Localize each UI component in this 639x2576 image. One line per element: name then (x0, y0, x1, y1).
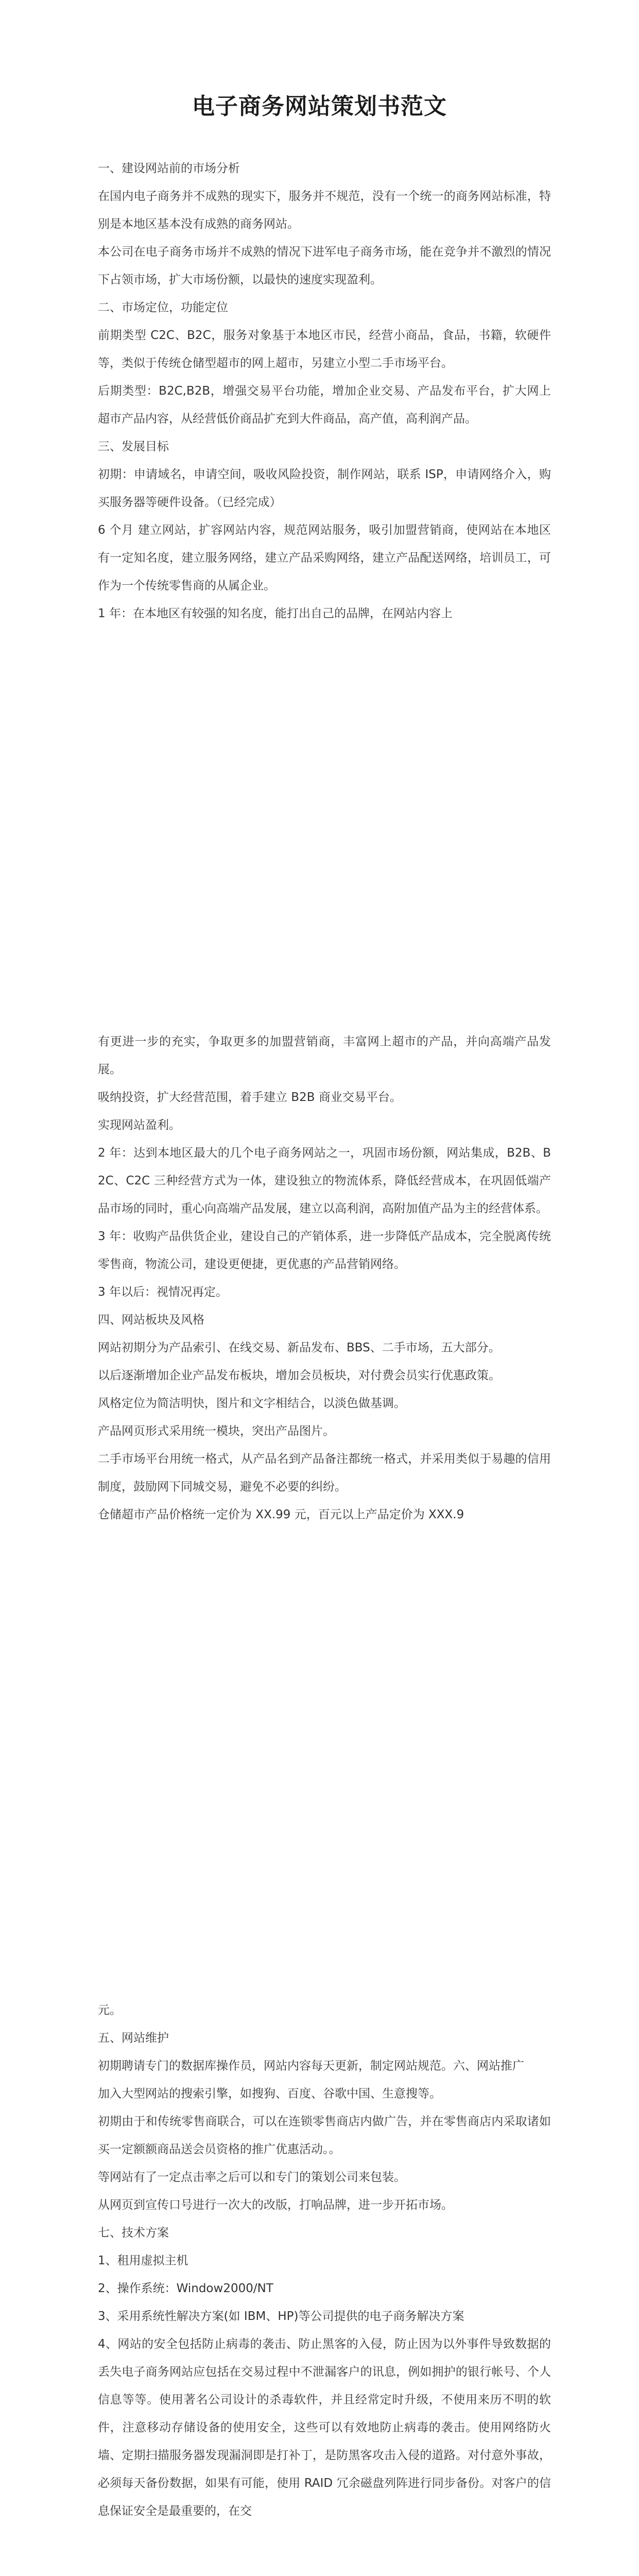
paragraph: 在国内电子商务并不成熟的现实下，服务并不规范，没有一个统一的商务网站标准，特别是本地区基本没有成熟的商务网站。 (98, 190, 551, 231)
list-item: 2、操作系统：Window2000/NT (98, 2282, 273, 2295)
heading-positioning: 二、市场定位，功能定位 (98, 301, 228, 314)
paragraph: 元。 (98, 2004, 122, 2017)
heading-market-analysis: 一、建设网站前的市场分析 (98, 162, 240, 175)
paragraph: 初期：申请域名，申请空间，吸收风险投资，制作网站，联系 ISP，申请网络介入，购买服务器等硬件设备。（已经完成） (98, 468, 551, 509)
content-section-1 (98, 155, 551, 628)
heading-goals: 三、发展目标 (98, 440, 169, 453)
heading-maintenance: 五、网站维护 (98, 2031, 169, 2045)
paragraph: 1 年：在本地区有较强的知名度，能打出自己的品牌，在网站内容上 (98, 607, 453, 620)
paragraph: 以后逐渐增加企业产品发布板块，增加会员板块，对付费会员实行优惠政策。 (98, 1369, 500, 1382)
content-section-2 (98, 1028, 551, 1529)
list-item: 4、网站的安全包括防止病毒的袭击、防止黑客的入侵，防止因为以外事件导致数据的丢失电子商务网站应包括在交易过程中不泄漏客户的讯息，例如拥护的银行帐号、个人信息等等。使用著名公司设计的杀毒软件，并且经常定时升级，不使用来历不明的软件，注意移动存储设备的使用安全，这些可以有效地防止病毒的袭击。使用网络防火墙、定期扫描服务器发现漏洞即是打补丁，是防黑客攻击入侵的道路。对付意外事故，必须每天备份数据，如果有可能，使用 RAID 冗余磁盘列阵进行同步备份。对客户的信息保证安全是最重要的，在交 (98, 2337, 551, 2518)
list-item: 1、租用虚拟主机 (98, 2254, 188, 2267)
list-item: 3、采用系统性解决方案(如 IBM、HP)等公司提供的电子商务解决方案 (98, 2310, 464, 2323)
paragraph: 6 个月 建立网站，扩容网站内容，规范网站服务，吸引加盟营销商，使网站在本地区有一定知名度，建立服务网络，建立产品采购网络，建立产品配送网络，培训员工，可作为一个传统零售商的从属企业。 (98, 523, 551, 592)
paragraph: 3 年以后：视情况再定。 (98, 1285, 228, 1299)
paragraph: 等网站有了一定点击率之后可以和专门的策划公司来包装。 (98, 2171, 406, 2184)
paragraph: 加入大型网站的搜索引擎，如搜狗、百度、谷歌中国、生意搜等。 (98, 2087, 441, 2100)
paragraph: 初期聘请专门的数据库操作员，网站内容每天更新，制定网站规范。六、网站推广 (98, 2059, 524, 2073)
paragraph: 有更进一步的充实，争取更多的加盟营销商，丰富网上超市的产品，并向高端产品发展。 (98, 1035, 551, 1076)
paragraph: 风格定位为简洁明快，图片和文字相结合，以淡色做基调。 (98, 1397, 406, 1410)
paragraph: 本公司在电子商务市场并不成熟的情况下进军电子商务市场，能在竞争并不激烈的情况下占领市场，扩大市场份额，以最快的速度实现盈利。 (98, 245, 551, 286)
paragraph: 实现网站盈利。 (98, 1118, 181, 1132)
paragraph: 吸纳投资，扩大经营范围，着手建立 B2B 商业交易平台。 (98, 1091, 402, 1104)
content-section-3 (98, 1996, 551, 2525)
paragraph: 产品网页形式采用统一模块，突出产品图片。 (98, 1425, 335, 1438)
paragraph: 前期类型 C2C、B2C，服务对象基于本地区市民，经营小商品，食品，书籍，软硬件等，类似于传统仓储型超市的网上超市，另建立小型二手市场平台。 (98, 329, 551, 370)
paragraph: 二手市场平台用统一格式，从产品名到产品备注都统一格式，并采用类似于易趣的信用制度，鼓励网下同城交易，避免不必要的纠纷。 (98, 1452, 551, 1494)
paragraph: 后期类型：B2C,B2B，增强交易平台功能，增加企业交易、产品发布平台，扩大网上超市产品内容，从经营低价商品扩充到大件商品，高产值，高利润产品。 (98, 384, 551, 426)
heading-sections-style: 四、网站板块及风格 (98, 1313, 204, 1327)
paragraph: 3 年：收购产品供货企业，建设自己的产销体系，进一步降低产品成本，完全脱离传统零售商，物流公司，建设更便捷，更优惠的产品营销网络。 (98, 1230, 551, 1271)
heading-tech-plan: 七、技术方案 (98, 2226, 169, 2240)
paragraph: 从网页到宣传口号进行一次大的改版，打响品牌，进一步开拓市场。 (98, 2198, 453, 2212)
document-title: 电子商务网站策划书范文 (192, 93, 447, 120)
paragraph: 初期由于和传统零售商联合，可以在连锁零售商店内做广告，并在零售商店内采取诸如买一定额额商品送会员资格的推广优惠活动。。 (98, 2115, 551, 2156)
paragraph: 2 年：达到本地区最大的几个电子商务网站之一，巩固市场份额，网站集成，B2B、B2C、C2C 三种经营方式为一体，建设独立的物流体系，降低经营成本，在巩固低端产品市场的同时，重心向高端产品发展，建立以高利润，高附加值产品为主的经营体系。 (98, 1146, 551, 1215)
paragraph: 仓储超市产品价格统一定价为 XX.99 元，百元以上产品定价为 XXX.9 (98, 1508, 464, 1521)
paragraph: 网站初期分为产品索引、在线交易、新品发布、BBS、二手市场，五大部分。 (98, 1341, 500, 1354)
